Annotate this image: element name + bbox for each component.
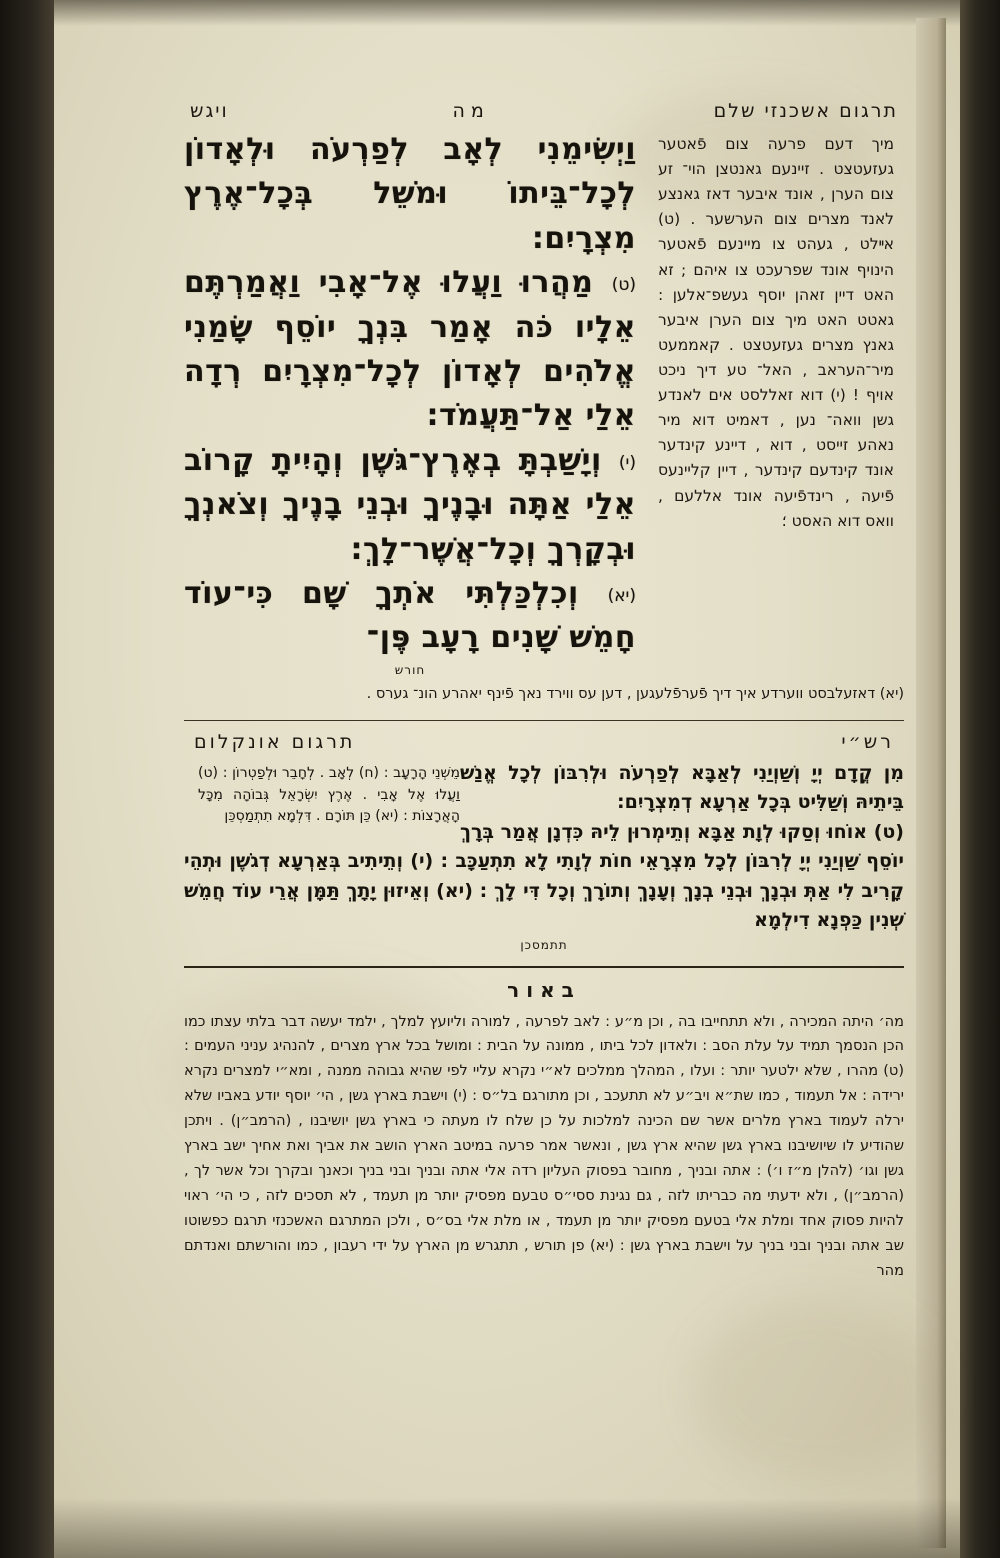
page-content [184,100,904,1284]
rashi-text: מֵשְׁנֵי הָרָעָב : (ח) לְאָב . לְחָבֵר וּלְפַטְרוֹן : (ט) וַעֲלוּ אֶל אָבִי . אֶרֶץ יִשְׂרָאֵל גְּבוֹהָה מִכָּל הָאֲרָצוֹת : (יא) כֵּן תּוֹרָם . דִּלְמָא תִתְמַסְכֵּן [198,764,460,825]
divider-rule [184,720,904,721]
top-block [184,128,904,677]
targum-block [184,759,904,936]
running-head-parsha: ויגש [190,100,229,122]
torah-catchword: חורש [394,662,426,677]
yiddish-translation-text: מיך דעם פרעה צום פֿאטער געזעטצט . זיינעם גאנטצן הוי־ זע צום הערן , אונד איבער דאז גאנצע לאנד מצרים צום הערשער . (ט) אײלט , געהט צו מיינעם פֿאטער הינויף אונד שפרעכט צו איהם ; זא האט דיין זאהן יוסף געשפ־אלען : גאטט האט מיך צום הערן איבער גאנץ מצרים געזעטצט . קאממעט מיר־העראב , האל־ טע דיך ניכט אויף ! (י) דוא זאללסט אים לאנדע גשן וואה־ נען , דאמיט דוא מיר נאהע זייסט , דוא , דיינע קינדער אונד קינדעם קינדער , דיין קליינעס פֿיעה , רינדפֿיעה אונד אללעם , וואס דוא האסט ؛ [658,135,894,530]
page-number: מה [452,100,490,122]
adjacent-sheet [916,18,946,1548]
running-head-title: תרגום אשכנזי שלם [713,100,898,122]
torah-text-column [184,128,636,677]
heading-rashi: רש״י [841,730,894,753]
book-gutter-shadow [0,0,58,1558]
verse-number: (י) [618,452,636,473]
torah-verse-11 [184,572,636,661]
verse-number: (ט) [611,275,636,296]
verse-number: (יא) [607,585,636,606]
running-head [184,100,904,122]
torah-verse-9 [184,261,636,439]
yiddish-footnote: (יא) דאזעלבסט ווערדע איך דיך פֿערפֿלעגען , דען עס ווירד נאך פֿינף יאהרע הונ־ גערס . [366,685,904,702]
biur-divider-rule [184,966,904,968]
page-sheet [54,0,960,1558]
biur-commentary-text: מה׳ היתה המכירה , ולא תתחייבו בה , וכן מ״ע : לאב לפרעה , למורה וליועץ למלך , ילמד יעשה דבר בלתי עצתו כמו הכן הנסמך תמיד על עלת הסב : ולאדון לכל ביתו , ממונה על הבית : ומושל בכל ארץ מצרים , להנהיג עניני העמים : (ט) מהרו , שלא ילטער יותר : ועלו , המהלך ממלכים לא״י נקרא עליי לפי שהיא גבוהה ממנה , ומא״י למצרים נקרא ירידה : אל תעמוד , כמו שת״א ויב״ע לא תתעכב , וכן מתורגם בל״ס : (י) וישבת בארץ גשן , הי׳ יוסף יודע באביו שלא ירלה לעמוד בארץ מלרים אשר שם הכינה למלכות על כן שלח לו מעתה כי בארץ גשן יושיבנו , (הרמב״ן) . ויתכן שהודיע לו שיושיבנו בארץ גשן שהיא ארץ גשן , ונאשר אמר פרעה במיטב הארץ הושב את אביך ואת אחיך ישב בארץ גשן וגו׳ (להלן מ״ז ו׳) : אתה ובניך , מחובר בפסוק העליון רדה אלי אתה ובניך ובני בניך וכאנך ובקרך וכל אשר לך , (הרמב״ן) , ולא ידעתי מה כבריתו לזה , גם נגינת ססי״ס טבעם מפסיק יותר מן תעמד , לא תסכים לזה , כי הי׳ ראוי להיות פסוק אחד ומלת אלי בטעם מפסיק יותר מן תעמד , או מלת אלי בס״ס , ולכן המתרגם האשכנזי תרגם כפשוטו שב אתה ובניך ובני בניך על וישבת בארץ גשן : (יא) פן תורש , תתגרש מן הארץ על ידי רעבון , כמו והורשתם ואנדתם מהר [184,1013,904,1279]
verse-text: וְיָשַׁבְתָּ בְאֶרֶץ־גֹּשֶׁן וְהָיִיתָ קָרוֹב אֵלַי אַתָּה וּבָנֶיךָ וּבְנֵי בָנֶיךָ וְצֹאנְךָ וּבְקָרְךָ וְכָל־אֲשֶׁר־לָךְ: [184,442,636,567]
verse-text: מַהֲרוּ וַעֲלוּ אֶל־אָבִי וַאֲמַרְתֶּם אֵלָיו כֹּה אָמַר בִּנְךָ יוֹסֵף שָׂמַנִי אֱלֹהִים לְאָדוֹן לְכָל־מִצְרָיִם רְדָה אֵלַי אַל־תַּעֲמֹד: [184,265,636,434]
verse-text: וְכִלְכַּלְתִּי אֹתְךָ שָׁם כִּי־עוֹד חָמֵשׁ שָׁנִים רָעָב פֶּן־ [184,575,636,656]
targum-body-text: (ט) אוֹחוּ וְסַקוּ לְוָת אַבָּא וְתֵימְרוּן לֵיהּ כִּדְנָן אֲמַר בְּרָךְ יוֹסֵף שַׁוְיַנִי יְיָ לְרִבּוֹן לְכָל מִצְרָאֵי חוֹת לְוָתִי לָא תִתְעַכָּב : (י) וְתֵיתִיב בְּאַרְעָא דְגֹשֶׁן וּתְהֵי קָרִיב לִי אַתְּ וּבְנָךְ וּבְנֵי בְנָךְ וְעָנָךְ וְתוֹרָךְ וְכָל דִּי לָךְ : (יא) וְאֵיזוּן יָתָךְ תַּמָּן אֲרֵי עוֹד חֲמֵשׁ שְׁנִין כַּפְנָא דִילְמָא [184,820,904,932]
biur-title: באור [507,977,581,1002]
targum-catchword: תתמסכן [520,937,568,952]
torah-verse-10 [184,439,636,572]
yiddish-translation-column [658,128,894,534]
targum-section-headings [184,731,904,753]
targum-intro-text: מִן קֳדָם יְיָ וְשַׁוְיַנִי לְאַבָּא לְפַרְעֹה וּלְרִבּוֹן לְכָל אֱנַשׁ בֵּיתֵיהּ וְשַׁלִּיט בְּכָל אַרְעָא דְמִצְרָיִם: [460,761,904,814]
book-edge-shadow [958,0,1000,1558]
torah-verse-continuation: וַיְשִׂימֵנִי לְאָב לְפַרְעֹה וּלְאָדוֹן לְכָל־בֵּיתוֹ וּמֹשֵׁל בְּכָל־אֶרֶץ מִצְרָיִם: [184,132,636,256]
heading-targum-onkelos: תרגום אונקלום [194,730,356,753]
paper-stain [694,1300,934,1480]
